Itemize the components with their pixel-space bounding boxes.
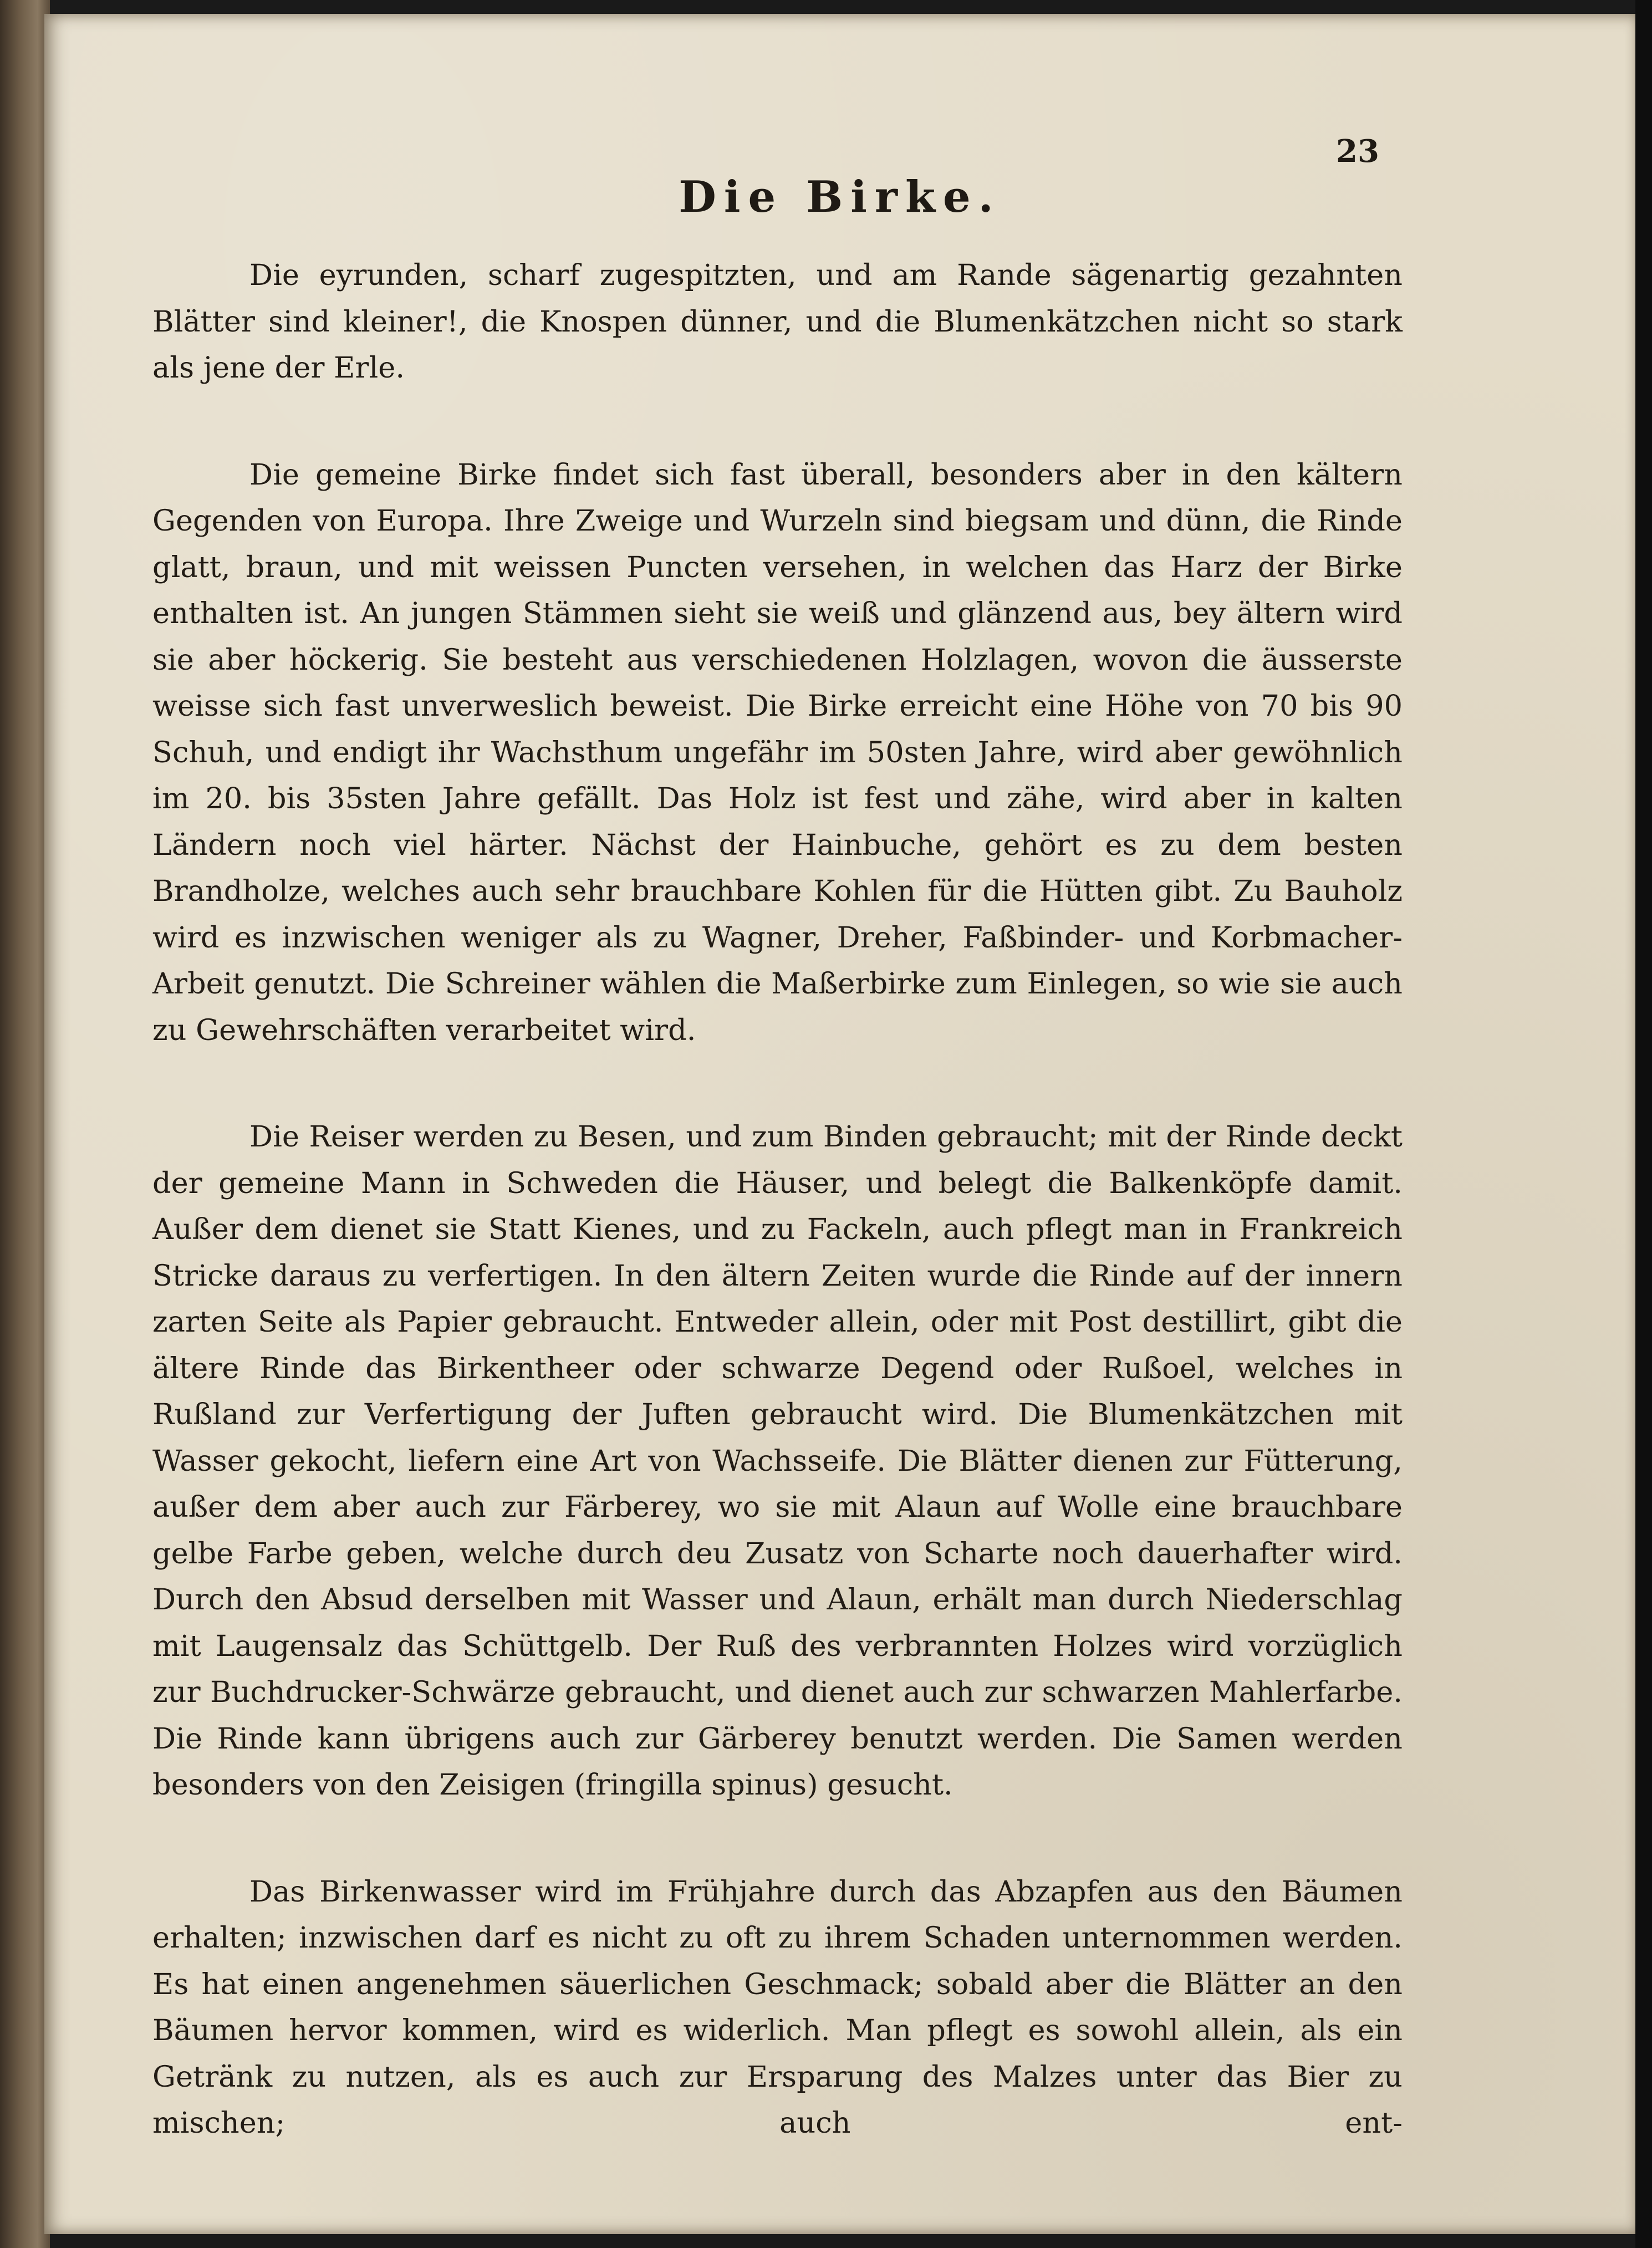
scan-border <box>1635 0 1652 2248</box>
paragraph-birch-water: Das Birkenwasser wird im Frühjahre durch das Abzapfen aus den Bäumen erhalten; inzwischen darf es nicht zu oft zu ihrem Schaden unternommen werden. Es hat einen angenehmen säuerlichen Geschmack; sobald aber die Blätter an den Bäumen hervor kommen, wird es widerlich. Man pflegt es sowohl allein, als ein Getränk zu nutzen, als es auch zur Ersparung des Malzes unter das Bier zu mischen; auch ent- <box>152 1874 1403 2140</box>
body-text <box>152 252 1403 2207</box>
page-title: Die Birke. <box>679 172 1001 222</box>
book-gutter <box>0 0 50 2248</box>
paragraph-description: Die eyrunden, scharf zugespitzten, und am Rande sägenartig gezahnten Blätter sind kleiner!, die Knospen dünner, und die Blumenkätzchen nicht so stark als jene der Erle. <box>152 258 1403 385</box>
book-page <box>44 14 1635 2234</box>
paragraph-uses: Die Reiser werden zu Besen, und zum Binden gebraucht; mit der Rinde deckt der gemeine Mann in Schweden die Häuser, und belegt die Balkenköpfe damit. Außer dem dienet sie Statt Kienes, und zu Fackeln, auch pflegt man in Frankreich Stricke daraus zu verfertigen. In den ältern Zeiten wurde die Rinde auf der innern zarten Seite als Papier gebraucht. Entweder allein, oder mit Post destillirt, gibt die ältere Rinde das Birkentheer oder schwarze Degend oder Rußoel, welches in Rußland zur Verfertigung der Juften gebraucht wird. Die Blumenkätzchen mit Wasser gekocht, liefern eine Art von Wachsseife. Die Blätter dienen zur Fütterung, außer dem aber auch zur Färberey, wo sie mit Alaun auf Wolle eine brauchbare gelbe Farbe geben, welche durch deu Zusatz von Scharte noch dauerhafter wird. Durch den Absud derselben mit Wasser und Alaun, erhält man durch Niederschlag mit Laugensalz das Schüttgelb. Der Ruß des verbrannten Holzes wird vorzüglich zur Buchdrucker-Schwärze gebraucht, und dienet auch zur schwarzen Mahlerfarbe. Die Rinde kann übrigens auch zur Gärberey benutzt werden. Die Samen werden besonders von den Zeisigen (fringilla spinus) gesucht. <box>152 1120 1403 1802</box>
paragraph-habitat-wood: Die gemeine Birke findet sich fast überall, besonders aber in den kältern Gegenden von Europa. Ihre Zweige und Wurzeln sind biegsam und dünn, die Rinde glatt, braun, und mit weissen Puncten versehen, in welchen das Harz der Birke enthalten ist. An jungen Stämmen sieht sie weiß und glänzend aus, bey ältern wird sie aber höckerig. Sie besteht aus verschiedenen Holzlagen, wovon die äusserste weisse sich fast unverweslich beweist. Die Birke erreicht eine Höhe von 70 bis 90 Schuh, und endigt ihr Wachsthum ungefähr im 50sten Jahre, wird aber gewöhnlich im 20. bis 35sten Jahre gefällt. Das Holz ist fest und zähe, wird aber in kalten Ländern noch viel härter. Nächst der Hainbuche, gehört es zu dem besten Brandholze, welches auch sehr brauchbare Kohlen für die Hütten gibt. Zu Bauholz wird es inzwischen weniger als zu Wagner, Dreher, Faßbinder- und Korbmacher-Arbeit genutzt. Die Schreiner wählen die Maßerbirke zum Einlegen, so wie sie auch zu Gewehrschäften verarbeitet wird. <box>152 457 1403 1047</box>
page-number: 23 <box>1336 133 1379 170</box>
